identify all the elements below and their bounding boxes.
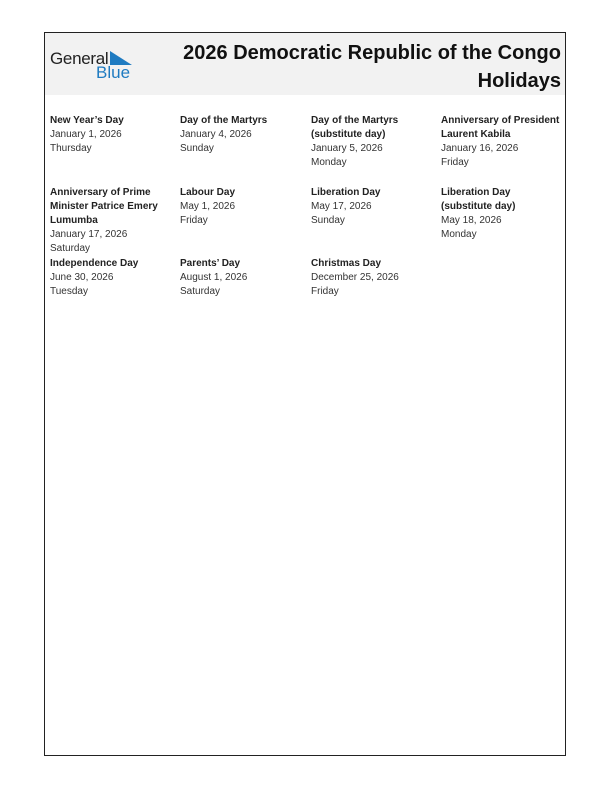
holiday-weekday: Tuesday (50, 286, 88, 297)
logo-word-blue: Blue (96, 63, 131, 82)
holiday-item (180, 114, 305, 156)
holiday-name: Christmas Day (311, 258, 382, 269)
holiday-name: Day of the Martyrs (substitute day) (311, 115, 399, 140)
holiday-name: New Year’s Day (50, 115, 124, 126)
page-title: 2026 Democratic Republic of the Congo Holidays (183, 42, 561, 92)
holiday-weekday: Saturday (50, 243, 91, 254)
generalblue-logo (50, 49, 140, 83)
holiday-item (50, 186, 175, 256)
holiday-item (311, 186, 436, 228)
holiday-date: January 1, 2026 (50, 129, 122, 140)
holiday-date: January 5, 2026 (311, 143, 383, 154)
holiday-date: January 4, 2026 (180, 129, 252, 140)
holiday-date: June 30, 2026 (50, 272, 114, 283)
holiday-weekday: Monday (441, 229, 477, 240)
holiday-name: Anniversary of President Laurent Kabila (441, 115, 560, 140)
holiday-weekday: Friday (180, 215, 208, 226)
holiday-item (50, 257, 175, 299)
holiday-date: August 1, 2026 (180, 272, 248, 283)
holiday-date: January 16, 2026 (441, 143, 519, 154)
holiday-date: May 18, 2026 (441, 215, 502, 226)
holiday-weekday: Monday (311, 157, 347, 168)
holiday-name: Liberation Day (311, 187, 381, 198)
holiday-weekday: Saturday (180, 286, 221, 297)
holiday-name: Parents’ Day (180, 258, 241, 269)
logo-word-general: General (50, 49, 109, 68)
header (45, 33, 565, 95)
holiday-weekday: Sunday (180, 143, 214, 154)
holiday-name: Labour Day (180, 187, 236, 198)
holiday-item (311, 114, 421, 170)
holiday-item (50, 114, 175, 156)
holiday-date: December 25, 2026 (311, 272, 399, 283)
holiday-weekday: Thursday (50, 143, 92, 154)
holiday-name: Independence Day (50, 258, 139, 269)
holiday-item (441, 114, 566, 170)
holiday-name: Liberation Day (substitute day) (441, 187, 516, 212)
holiday-item (441, 186, 551, 242)
holiday-name: Anniversary of Prime Minister Patrice Emery Lumumba (50, 187, 158, 226)
holiday-weekday: Friday (311, 286, 339, 297)
holiday-date: January 17, 2026 (50, 229, 128, 240)
holiday-weekday: Sunday (311, 215, 345, 226)
holiday-item (311, 257, 436, 299)
holiday-name: Day of the Martyrs (180, 115, 268, 126)
holiday-item (180, 186, 305, 228)
holiday-item (180, 257, 305, 299)
holiday-weekday: Friday (441, 157, 469, 168)
holiday-date: May 1, 2026 (180, 201, 236, 212)
holiday-date: May 17, 2026 (311, 201, 372, 212)
